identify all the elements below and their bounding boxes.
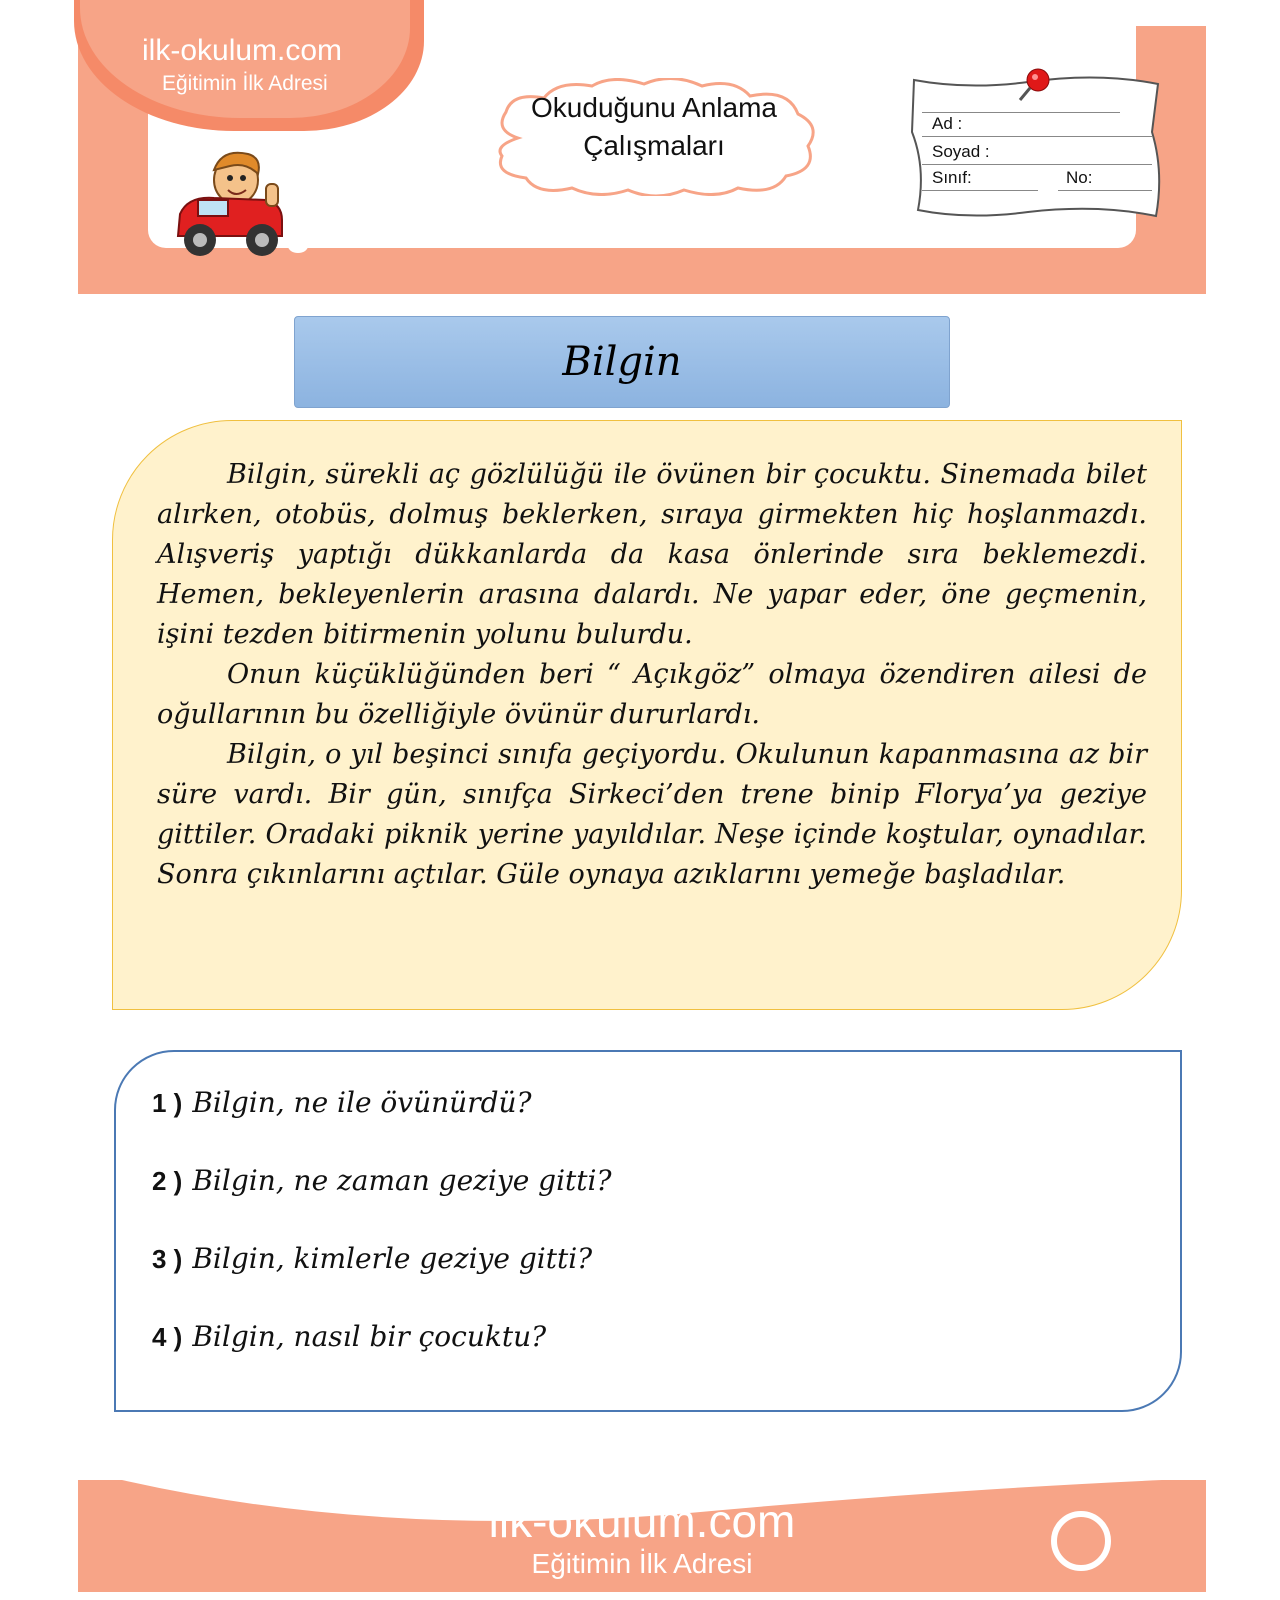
footer-frame <box>78 1480 1206 1592</box>
story-paragraph-2: Onun küçüklüğünden beri “ Açıkgöz” olmaya özendiren ailesi de oğullarının bu özelliğiyle övünür dururlardı. <box>157 659 1147 730</box>
story-paragraph-1: Bilgin, sürekli aç gözlülüğü ile övünen bir çocuktu. Sinemada bilet alırken, otobüs, dolmuş beklerken, sıraya girmekten hiç hoşlanmazdı. Alışveriş yaptığı dükkanlarda da kasa önlerinde sıra beklemezdi. Hemen, bekleyenlerin arasına dalardı. Ne yapar eder, öne geçmenin, işini tezden bitirmenin yolunu bulurdu. <box>157 459 1147 650</box>
no-label: No: <box>1066 168 1093 187</box>
sinif-label: Sınıf: <box>932 168 972 187</box>
site-url: ilk-okulum.com <box>142 34 343 67</box>
story-title: Bilgin <box>562 339 682 385</box>
soyad-label: Soyad : <box>932 142 990 161</box>
footer-site-url: ilk-okulum.com <box>488 1495 796 1547</box>
site-tagline: Eğitimin İlk Adresi <box>162 72 328 95</box>
question-2 <box>152 1164 612 1197</box>
question-number: 4 ) <box>152 1322 183 1352</box>
worksheet-title-line1: Okuduğunu Anlama <box>531 92 777 123</box>
question-text: Bilgin, nasıl bir çocuktu? <box>192 1320 547 1353</box>
car-driver-illustration <box>170 144 290 264</box>
story-paragraph-3: Bilgin, o yıl beşinci sınıfa geçiyordu. Okulunun kapanmasına az bir süre vardı. Bir gün, sınıfça Sirkeci’den trene binip Florya’ya geziye gittiler. Oradaki piknik yerine yayıldılar. Neşe içinde koştular, oynadılar. Sonra çıkınlarını açtılar. Güle oynaya azıklarını yemeğe başladılar. <box>157 739 1147 890</box>
question-3 <box>152 1242 592 1275</box>
question-1 <box>152 1086 532 1119</box>
story-text <box>157 455 1147 895</box>
question-text: Bilgin, ne zaman geziye gitti? <box>192 1164 612 1197</box>
red-pushpin-icon <box>1014 66 1054 106</box>
question-text: Bilgin, ne ile övünürdü? <box>192 1086 532 1119</box>
question-text: Bilgin, kimlerle geziye gitti? <box>192 1242 593 1275</box>
questions-panel <box>114 1050 1182 1412</box>
site-logo-badge <box>74 0 424 131</box>
question-number: 1 ) <box>152 1088 183 1118</box>
ad-label: Ad : <box>932 114 963 133</box>
story-title-box <box>294 316 950 408</box>
worksheet-title-cloud <box>488 78 820 196</box>
question-4 <box>152 1320 546 1353</box>
student-name-card <box>908 72 1164 222</box>
footer-site-tagline: Eğitimin İlk Adresi <box>531 1548 753 1579</box>
question-number: 3 ) <box>152 1244 183 1274</box>
worksheet-title-line2: Çalışmaları <box>583 130 725 161</box>
thought-bubbles <box>284 174 504 264</box>
question-number: 2 ) <box>152 1166 183 1196</box>
story-panel <box>112 420 1182 1010</box>
